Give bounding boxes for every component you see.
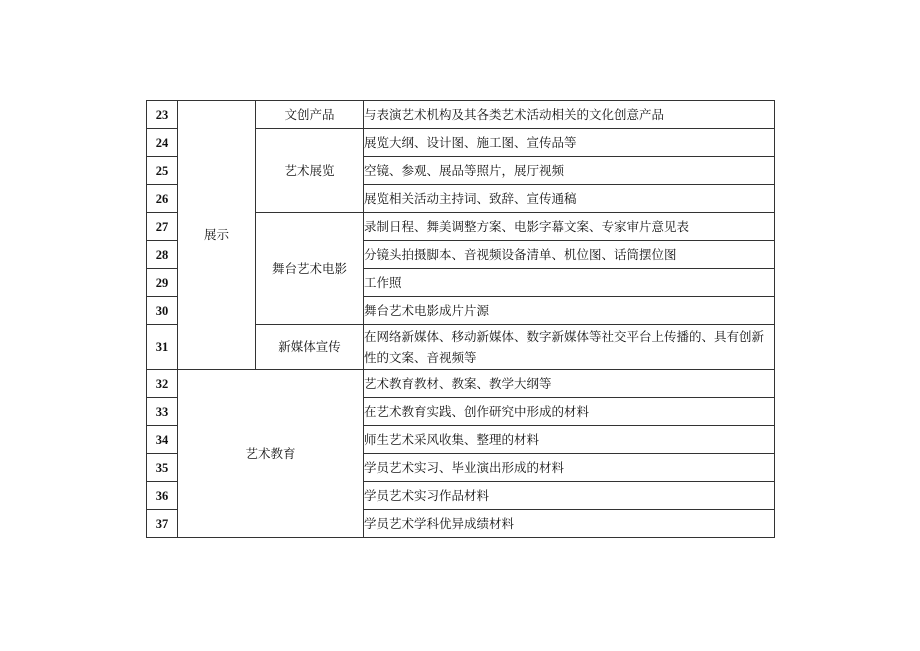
subcategory-cell: 文创产品 (256, 101, 364, 129)
subcategory-cell: 新媒体宣传 (256, 325, 364, 370)
content-cell: 师生艺术采风收集、整理的材料 (364, 426, 775, 454)
row-number: 23 (147, 101, 178, 129)
row-number: 35 (147, 454, 178, 482)
content-cell: 在网络新媒体、移动新媒体、数字新媒体等社交平台上传播的、具有创新性的文案、音视频等 (364, 325, 775, 370)
content-cell: 空镜、参观、展品等照片，展厅视频 (364, 157, 775, 185)
row-number: 34 (147, 426, 178, 454)
row-number: 33 (147, 398, 178, 426)
archive-category-table (146, 100, 775, 538)
content-cell: 工作照 (364, 269, 775, 297)
content-cell: 展览大纲、设计图、施工图、宣传品等 (364, 129, 775, 157)
content-cell: 分镜头拍摄脚本、音视频设备清单、机位图、话筒摆位图 (364, 241, 775, 269)
content-cell: 学员艺术实习作品材料 (364, 482, 775, 510)
category-cell: 艺术教育 (178, 370, 364, 538)
row-number: 30 (147, 297, 178, 325)
subcategory-cell: 艺术展览 (256, 129, 364, 213)
row-number: 27 (147, 213, 178, 241)
row-number: 25 (147, 157, 178, 185)
content-cell: 学员艺术学科优异成绩材料 (364, 510, 775, 538)
row-number: 31 (147, 325, 178, 370)
row-number: 28 (147, 241, 178, 269)
subcategory-cell: 舞台艺术电影 (256, 213, 364, 325)
category-cell: 展示 (178, 101, 256, 370)
table-row (147, 101, 775, 129)
row-number: 32 (147, 370, 178, 398)
content-cell: 舞台艺术电影成片片源 (364, 297, 775, 325)
row-number: 37 (147, 510, 178, 538)
row-number: 29 (147, 269, 178, 297)
content-cell: 在艺术教育实践、创作研究中形成的材料 (364, 398, 775, 426)
content-cell: 学员艺术实习、毕业演出形成的材料 (364, 454, 775, 482)
content-cell: 展览相关活动主持词、致辞、宣传通稿 (364, 185, 775, 213)
content-cell: 录制日程、舞美调整方案、电影字幕文案、专家审片意见表 (364, 213, 775, 241)
row-number: 24 (147, 129, 178, 157)
content-cell: 艺术教育教材、教案、教学大纲等 (364, 370, 775, 398)
table-row (147, 370, 775, 398)
row-number: 26 (147, 185, 178, 213)
content-cell: 与表演艺术机构及其各类艺术活动相关的文化创意产品 (364, 101, 775, 129)
row-number: 36 (147, 482, 178, 510)
